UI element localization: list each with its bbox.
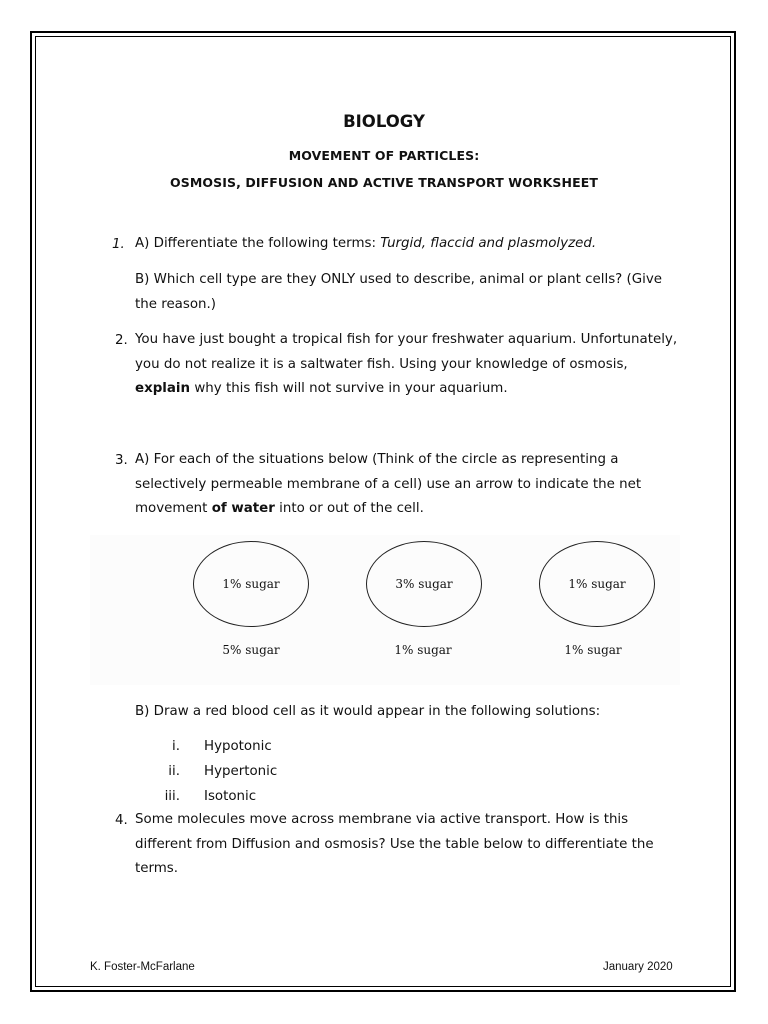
q3-part-a-before: A) For each of the situations below (Think of the circle as representing a selectively permeable membrane of a cell) use an arrow to indicate the net movement [135, 452, 642, 516]
document-title: BIOLOGY [343, 112, 425, 131]
q4-number: 4. [115, 813, 128, 828]
q3-number: 3. [115, 453, 128, 468]
q1-part-b: B) Which cell type are they ONLY used to describe, animal or plant cells? (Give the reason.) [135, 272, 663, 312]
q1-part-a-terms: Turgid, flaccid and plasmolyzed. [380, 236, 597, 251]
cell-1-outside-label: 5% sugar [222, 643, 280, 657]
cell-1-membrane [193, 541, 309, 627]
cell-1-inside-label: 1% sugar [222, 577, 280, 591]
cell-2-outside-label: 1% sugar [394, 643, 452, 657]
q2-text-after: why this fish will not survive in your aquarium. [190, 381, 508, 396]
q2-number: 2. [115, 333, 128, 348]
cell-2-membrane [366, 541, 482, 627]
cell-3-outside-label: 1% sugar [564, 643, 622, 657]
osmosis-diagram [90, 535, 680, 685]
q1-number: 1. [112, 237, 125, 252]
solution-2-numeral: ii. [168, 764, 180, 779]
solution-3-label: Isotonic [204, 789, 257, 804]
solution-3-numeral: iii. [164, 789, 180, 804]
cell-3-membrane [539, 541, 655, 627]
solution-1-label: Hypotonic [204, 739, 272, 754]
cell-2-inside-label: 3% sugar [395, 577, 453, 591]
q2-bold-explain: explain [135, 381, 191, 396]
document-subtitle-2: OSMOSIS, DIFFUSION AND ACTIVE TRANSPORT WORKSHEET [170, 175, 598, 190]
q3-bold-water: of water [211, 501, 275, 516]
q3-part-b: B) Draw a red blood cell as it would appear in the following solutions: [135, 704, 601, 719]
solution-1-numeral: i. [172, 739, 180, 754]
q3-part-a [135, 448, 680, 522]
footer-author: K. Foster-McFarlane [90, 961, 195, 973]
q2-text-before: You have just bought a tropical fish for your freshwater aquarium. Unfortunately, you do not realize it is a saltwater fish. Using your knowledge of osmosis, [135, 332, 678, 372]
q4-text: Some molecules move across membrane via active transport. How is this different from Diffusion and osmosis? Use the table below to differentiate the terms. [135, 812, 654, 876]
solution-2-label: Hypertonic [204, 764, 278, 779]
q2-text [135, 328, 680, 402]
q1-part-a-text: A) Differentiate the following terms: [135, 236, 381, 251]
q3-part-a-after: into or out of the cell. [274, 501, 424, 516]
footer-date: January 2020 [603, 961, 673, 973]
q1-part-a [135, 232, 680, 257]
cell-3-inside-label: 1% sugar [568, 577, 626, 591]
document-subtitle-1: MOVEMENT OF PARTICLES: [288, 148, 480, 163]
